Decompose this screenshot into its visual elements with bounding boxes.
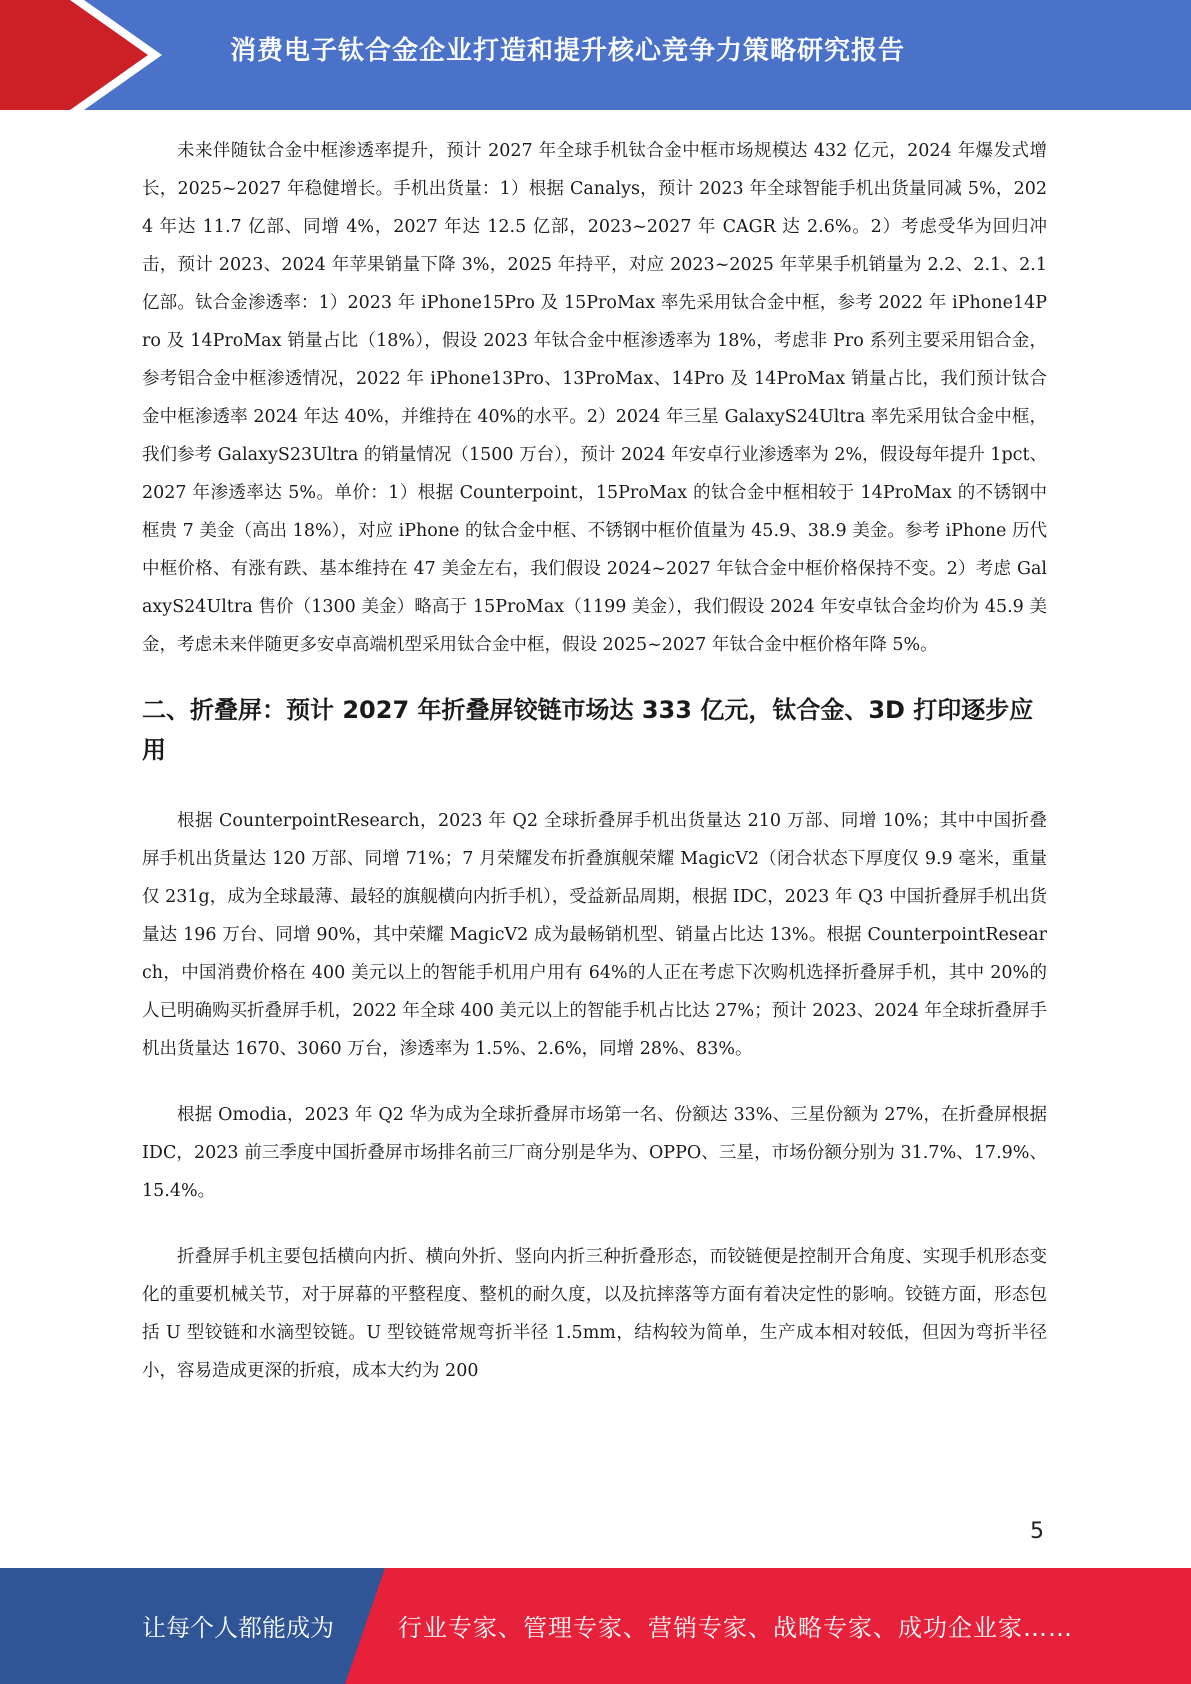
page-number: 5: [1030, 1519, 1044, 1544]
body-paragraph-4: 折叠屏手机主要包括横向内折、横向外折、竖向内折三种折叠形态，而铰链便是控制开合角度、实现手机形态变化的重要机械关节，对于屏幕的平整程度、整机的耐久度，以及抗摔落等方面有着决定性的影响。铰链方面，形态包括 U 型铰链和水滴型铰链。U 型铰链常规弯折半径 1.5mm，结构较为简单，生产成本相对较低，但因为弯折半径小，容易造成更深的折痕，成本大约为 200: [142, 1247, 1047, 1381]
footer-slogan-left: 让每个人都能成为: [142, 1614, 334, 1642]
page-header: [0, 0, 1191, 110]
document-body: [142, 132, 1047, 1390]
body-paragraph-3: 根据 Omodia，2023 年 Q2 华为成为全球折叠屏市场第一名、份额达 33%、三星份额为 27%，在折叠屏根据 IDC，2023 前三季度中国折叠屏市场排名前三厂商分别是华为、OPPO、三星，市场份额分别为 31.7%、17.9%、15.4%。: [142, 1105, 1047, 1201]
section-heading: 二、折叠屏：预计 2027 年折叠屏铰链市场达 333 亿元，钛合金、3D 打印逐步应用: [142, 696, 1034, 764]
footer-slogan-right: 行业专家、管理专家、营销专家、战略专家、成功企业家……: [398, 1614, 1073, 1642]
body-paragraph-2: 根据 CounterpointResearch，2023 年 Q2 全球折叠屏手机出货量达 210 万部、同增 10%；其中中国折叠屏手机出货量达 120 万部、同增 71%；7 月荣耀发布折叠旗舰荣耀 MagicV2（闭合状态下厚度仅 9.9 毫米，重量仅 231g，成为全球最薄、最轻的旗舰横向内折手机），受益新品周期，根据 IDC，2023 年 Q3 中国折叠屏手机出货量达 196 万台、同增 90%，其中荣耀 MagicV2 成为最畅销机型、销量占比达 13%。根据 CounterpointResearch，中国消费价格在 400 美元以上的智能手机用户用有 64%的人正在考虑下次购机选择折叠屏手机，其中 20%的人已明确购买折叠屏手机，2022 年全球 400 美元以上的智能手机占比达 27%；预计 2023、2024 年全球折叠屏手机出货量达 1670、3060 万台，渗透率为 1.5%、2.6%，同增 28%、83%。: [142, 811, 1047, 1059]
red-chevron-shape: [0, 0, 148, 110]
page-footer: [0, 1568, 1191, 1684]
document-title: 消费电子钛合金企业打造和提升核心竞争力策略研究报告: [230, 36, 906, 66]
body-paragraph-1: 未来伴随钛合金中框渗透率提升，预计 2027 年全球手机钛合金中框市场规模达 432 亿元，2024 年爆发式增长，2025~2027 年稳健增长。手机出货量：1）根据 Canalys，预计 2023 年全球智能手机出货量同减 5%，2024 年达 11.7 亿部、同增 4%，2027 年达 12.5 亿部，2023~2027 年 CAGR 达 2.6%。2）考虑受华为回归冲击，预计 2023、2024 年苹果销量下降 3%，2025 年持平，对应 2023~2025 年苹果手机销量为 2.2、2.1、2.1 亿部。钛合金渗透率：1）2023 年 iPhone15Pro 及 15ProMax 率先采用钛合金中框，参考 2022 年 iPhone14Pro 及 14ProMax 销量占比（18%），假设 2023 年钛合金中框渗透率为 18%，考虑非 Pro 系列主要采用铝合金，参考铝合金中框渗透情况，2022 年 iPhone13Pro、13ProMax、14Pro 及 14ProMax 销量占比，我们预计钛合金中框渗透率 2024 年达 40%，并维持在 40%的水平。2）2024 年三星 GalaxyS24Ultra 率先采用钛合金中框，我们参考 GalaxyS23Ultra 的销量情况（1500 万台），预计 2024 年安卓行业渗透率为 2%，假设每年提升 1pct、2027 年渗透率达 5%。单价：1）根据 Counterpoint，15ProMax 的钛合金中框相较于 14ProMax 的不锈钢中框贵 7 美金（高出 18%），对应 iPhone 的钛合金中框、不锈钢中框价值量为 45.9、38.9 美金。参考 iPhone 历代中框价格、有涨有跌、基本维持在 47 美金左右，我们假设 2024~2027 年钛合金中框价格保持不变。2）考虑 GalaxyS24Ultra 售价（1300 美金）略高于 15ProMax（1199 美金），我们假设 2024 年安卓钛合金均价为 45.9 美金，考虑未来伴随更多安卓高端机型采用钛合金中框，假设 2025~2027 年钛合金中框价格年降 5%。: [142, 141, 1047, 655]
